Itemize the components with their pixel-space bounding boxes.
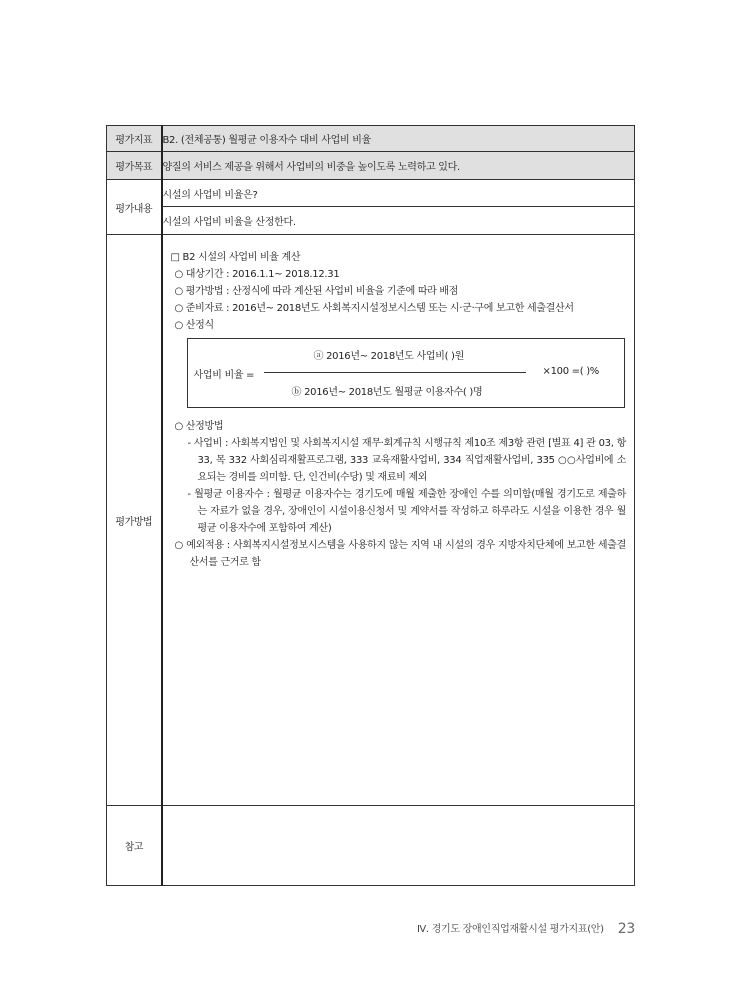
method-item-period: ○ 대상기간 : 2016.1.1~ 2018.12.31 [174,269,340,280]
goal-label: 평가목표 [107,152,162,180]
method-label: 평가방법 [107,235,162,806]
calc-heading: ○ 산정방법 [174,421,224,432]
row-content-question [107,180,635,207]
row-content-answer [107,207,635,235]
formula-denominator: ⓑ 2016년~ 2018년도 월평균 이용자수( )명 [291,387,483,398]
method-content [162,235,635,806]
content-answer: 시설의 사업비 비율을 산정한다. [162,207,635,235]
page-footer [417,920,635,937]
row-goal [107,152,635,180]
indicator-label: 평가지표 [107,126,162,152]
formula-rhs: ×100 =( )% [542,366,600,377]
method-item-materials: ○ 준비자료 : 2016년~ 2018년도 사회복지시설정보시스템 또는 시·군·구에 보고한 세출결산서 [174,303,574,314]
content-question: 시설의 사업비 비율은? [162,180,635,207]
footer-title: Ⅳ. 경기도 장애인직업재활시설 평가지표(안) [417,924,604,935]
row-method [107,235,635,806]
method-item-approach: ○ 평가방법 : 산정식에 따라 계산된 사업비 비율을 기준에 따라 배점 [174,286,459,297]
method-exception: ○ 예외적용 : 사회복지시설정보시스템을 사용하지 않는 지역 내 시설의 경우 지방자치단체에 보고한 세출결산서를 근거로 함 [174,540,626,568]
evaluation-table [106,125,635,886]
indicator-value: B2. (전체공통) 월평균 이용자수 대비 사업비 비율 [162,126,635,152]
method-item-formula: ○ 산정식 [174,320,214,331]
formula-lhs: 사업비 비율 = [193,370,255,381]
row-reference [107,806,635,886]
reference-value [162,806,635,886]
calc-item-users: - 월평균 이용자수 : 월평균 이용자수는 경기도에 매월 제출한 장애인 수를 의미함(매월 경기도로 제출하는 자료가 없을 경우, 장애인이 시설이용신청서 및 계약서를 작성하고 하루라도 시설을 이용한 경우 월평균 이용자수에 포함하여 계산) [187,489,626,534]
formula-box [187,338,625,408]
row-indicator [107,126,635,152]
page-number: 23 [617,921,635,937]
formula-numerator: ⓐ 2016년~ 2018년도 사업비( )원 [313,351,465,362]
content-label: 평가내용 [107,180,162,235]
reference-label: 참고 [107,806,162,886]
goal-value: 양질의 서비스 제공을 위해서 사업비의 비중을 높이도록 노력하고 있다. [162,152,635,180]
fraction-bar [264,372,526,373]
calc-item-budget: - 사업비 : 사회복지법인 및 사회복지시설 재무·회계규칙 시행규칙 제10조 제3항 관련 [별표 4] 관 03, 항 33, 목 332 사회심리재활프로그램, 333 교육재활사업비, 334 직업재활사업비, 335 ○○사업비에 소요되는 경비를 의미함. 단, 인건비(수당) 및 재료비 제외 [187,438,626,483]
method-heading: □ B2 시설의 사업비 비율 계산 [170,252,301,263]
